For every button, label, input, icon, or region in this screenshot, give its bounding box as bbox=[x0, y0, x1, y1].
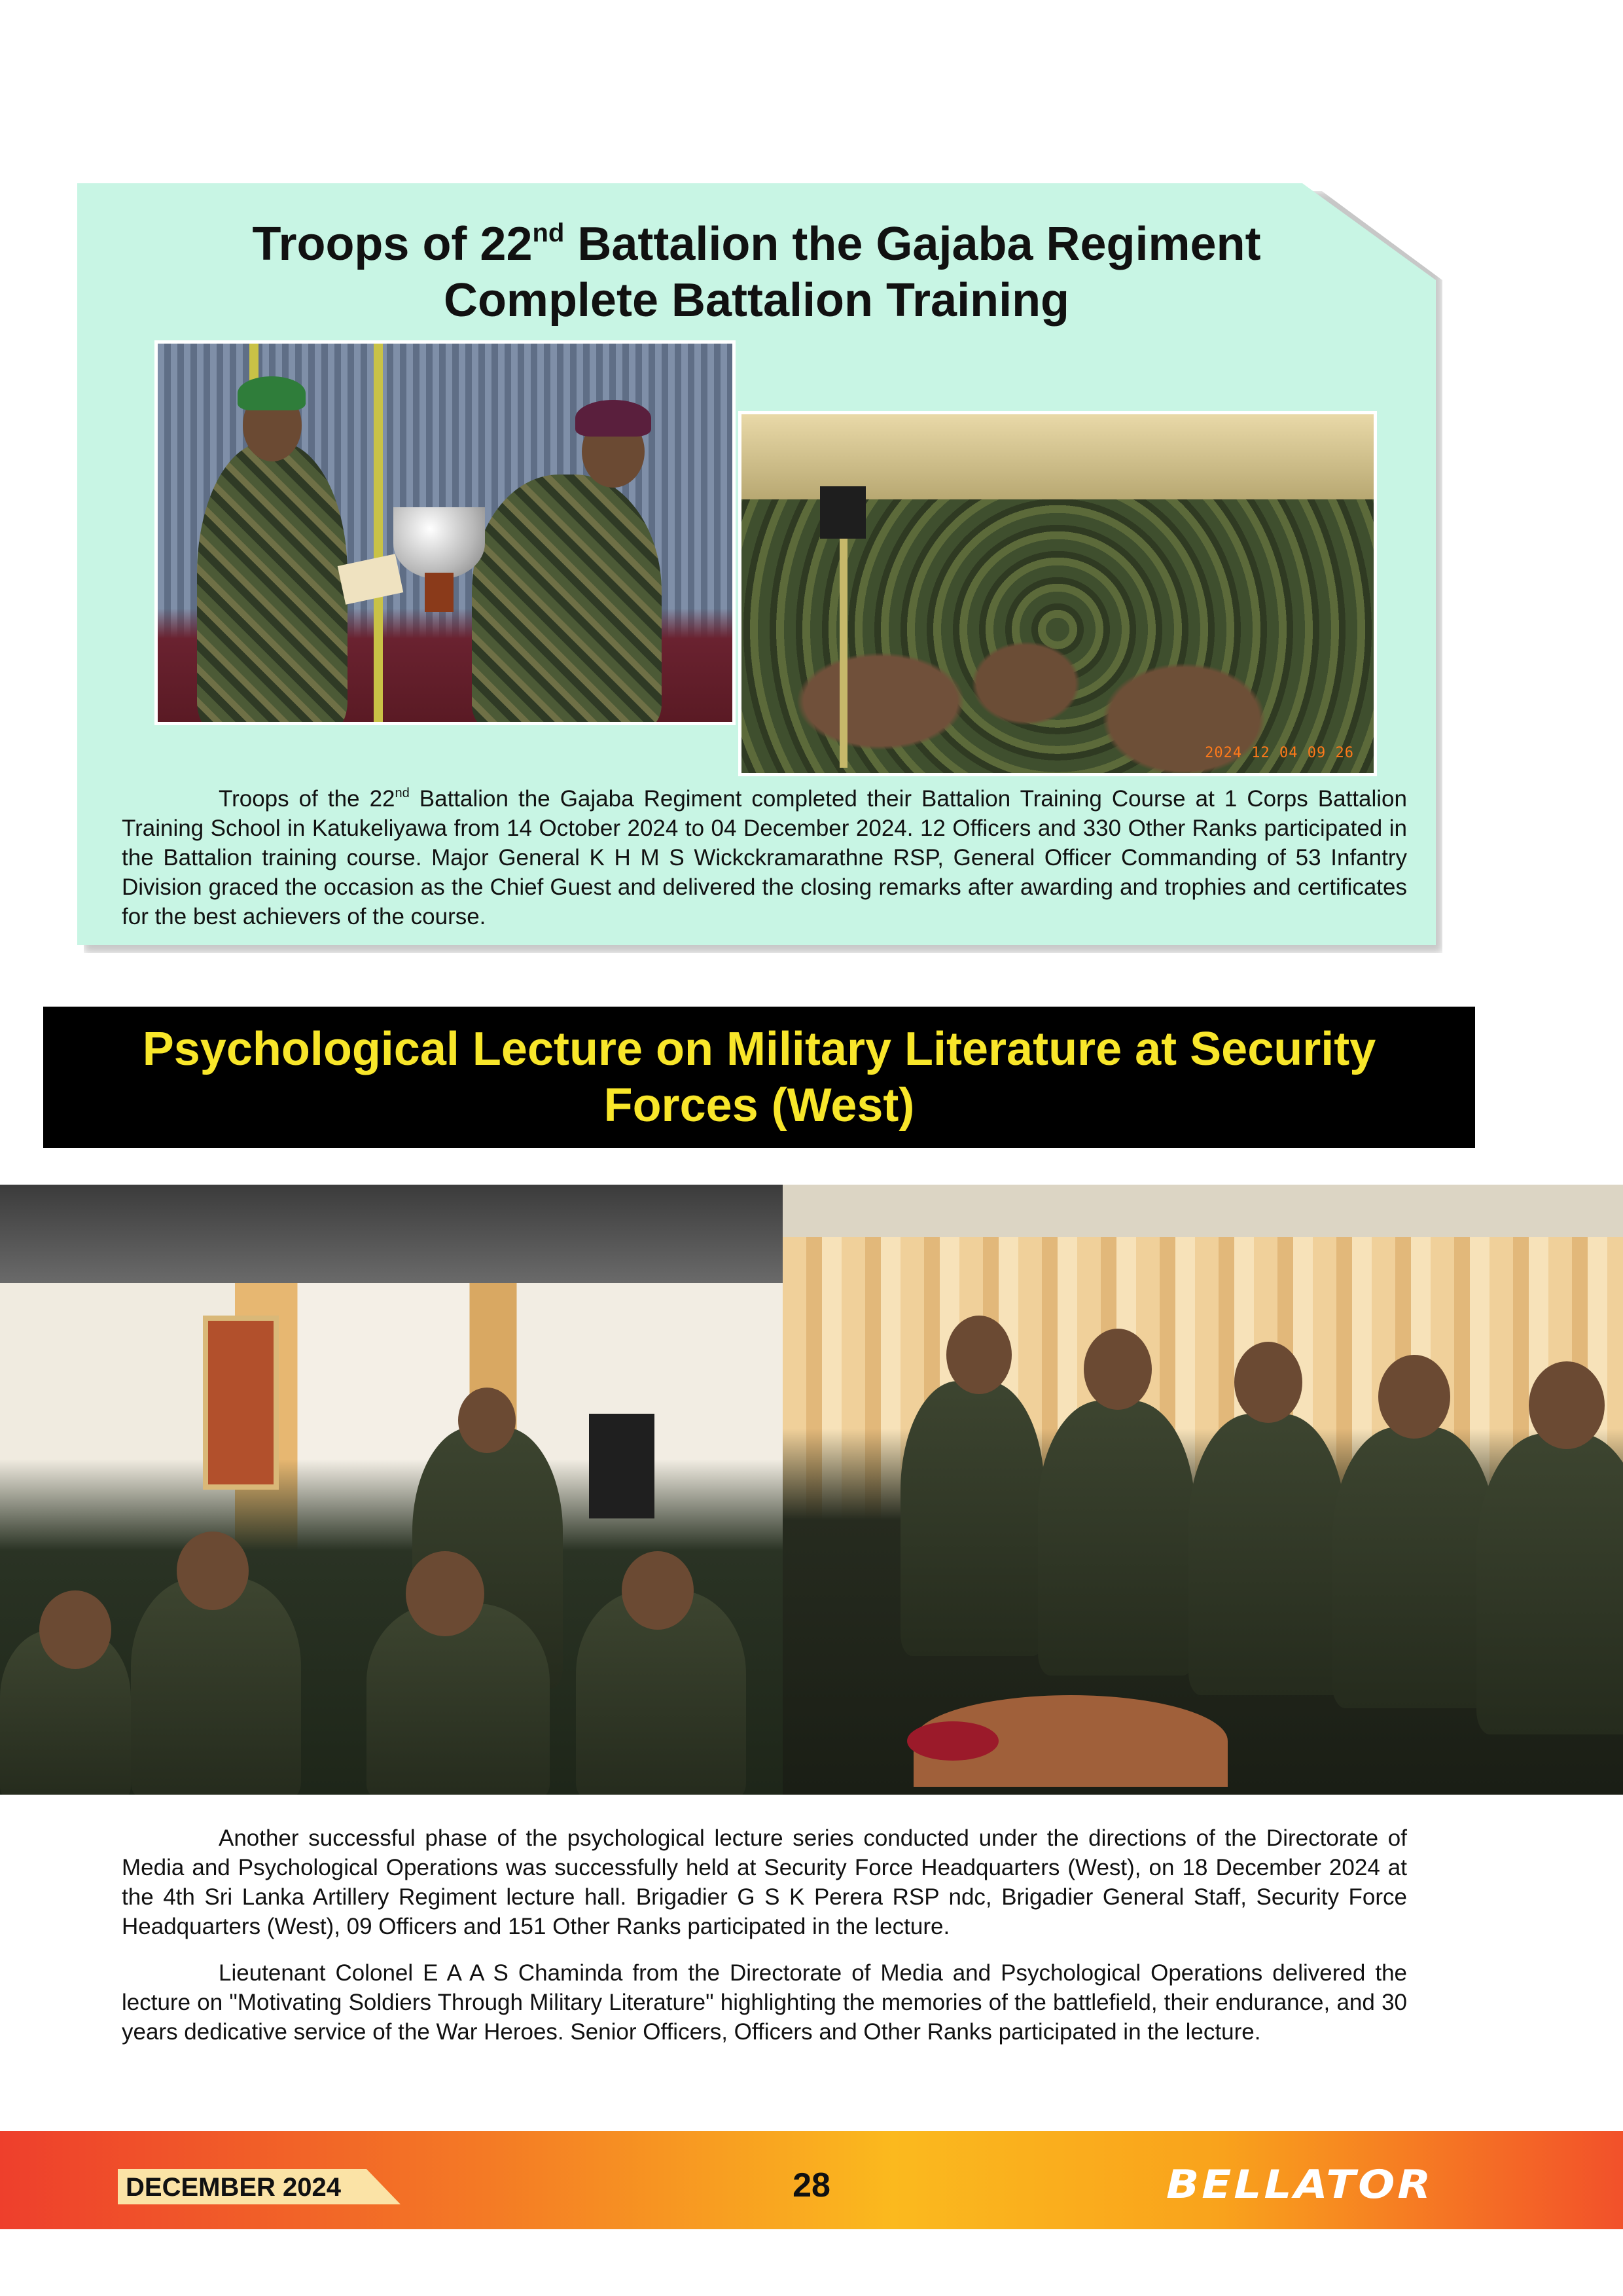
lecture-hall-audience-photo bbox=[0, 1185, 783, 1795]
article1-title-line2: Complete Battalion Training bbox=[443, 274, 1070, 327]
article1-title-line1: Troops of 22nd Battalion the Gajaba Regiment bbox=[252, 218, 1261, 270]
page-number: 28 bbox=[793, 2166, 830, 2204]
article2-paragraph-1: Another successful phase of the psychological lecture series conducted under the directions of the Directorate of Media and Psychological Operations was successfully held at Security Force Headquarters (West), on 18 December 2024 at the 4th Sri Lanka Artillery Regiment lecture hall. Brigadier G S K Perera RSP ndc, Brigadier General Staff, Security Force Headquarters (West), 09 Officers and 151 Other Ranks participated in the lecture. bbox=[122, 1825, 1407, 1939]
article2-title-line1: Psychological Lecture on Military Literature at Security bbox=[142, 1023, 1376, 1075]
article1-paragraph: Troops of the 22nd Battalion the Gajaba Regiment completed their Battalion Training Course at 1 Corps Battalion Training School in Katukeliyawa from 14 October 2024 to 04 December 2024. 12 Officers and 330 Other Ranks participated in the Battalion training course. Major General K H M S Wickckramarathne RSP, General Officer Commanding of 53 Infantry Division graced the occasion as the Chief Guest and delivered the closing remarks after awarding and trophies and certificates for the best achievers of the course. bbox=[122, 786, 1407, 929]
article2-paragraph-2: Lieutenant Colonel E A A S Chaminda from the Directorate of Media and Psychological Operations delivered the lecture on "Motivating Soldiers Through Military Literature" highlighting the memories of the battlefield, their endurance, and 30 years dedicative service of the War Heroes. Senior Officers, Officers and Other Ranks participated in the lecture. bbox=[122, 1960, 1407, 2045]
article2-title-line2: Forces (West) bbox=[603, 1079, 915, 1132]
footer-issue-date: DECEMBER 2024 bbox=[126, 2173, 342, 2202]
article1-body bbox=[122, 784, 1407, 931]
troops-seated-photo bbox=[738, 411, 1377, 776]
article2-body bbox=[122, 1823, 1407, 2064]
bellator-logo: BELLATOR bbox=[1166, 2161, 1434, 2208]
senior-officers-seated-photo bbox=[783, 1185, 1623, 1795]
article2-title bbox=[43, 1021, 1475, 1134]
photo-timestamp: 2024 12 04 09 26 bbox=[1205, 745, 1354, 761]
trophy-presentation-photo bbox=[154, 340, 736, 725]
article1-title bbox=[77, 216, 1436, 329]
